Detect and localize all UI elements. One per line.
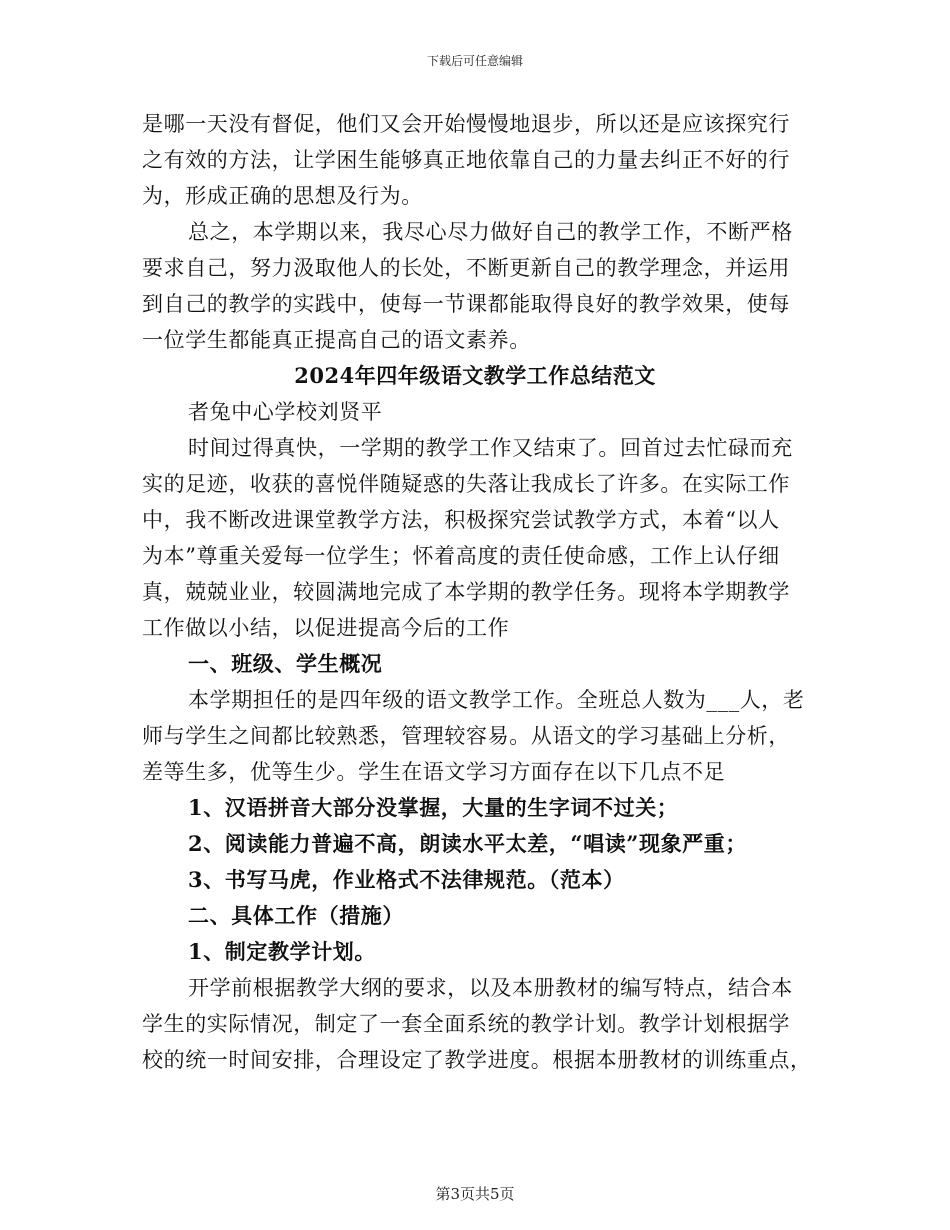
text-line: 时间过得真快，一学期的教学工作又结束了。回首过去忙碌而充 — [188, 436, 793, 460]
text-line: 一位学生都能真正提高自己的语文素养。 — [142, 328, 531, 352]
text-line: 为，形成正确的思想及行为。 — [142, 184, 423, 208]
text-line: 中，我不断改进课堂教学方法，积极探究尝试教学方式，本着“以人 — [142, 508, 780, 532]
text-line: 学生的实际情况，制定了一套全面系统的教学计划。教学计划根据学 — [142, 1012, 790, 1036]
document-body — [142, 106, 812, 1078]
paragraph-intro — [142, 430, 808, 646]
subsection-heading-teaching-plan: 1、制定教学计划。 — [188, 939, 377, 964]
paragraph-teaching-plan — [142, 970, 812, 1078]
document-title: 2024年四年级语文教学工作总结范文 — [294, 363, 656, 388]
section-heading-measures: 二、具体工作（措施） — [188, 903, 404, 928]
text-line: 实的足迹，收获的喜悦伴随疑惑的失落让我成长了许多。在实际工作 — [142, 472, 790, 496]
page-header-note: 下载后可任意编辑 — [426, 54, 523, 68]
text-line: 开学前根据教学大纲的要求，以及本册教材的编写特点，结合本 — [188, 976, 793, 1000]
section-heading-class-overview: 一、班级、学生概况 — [188, 651, 383, 676]
text-line: 为本”尊重关爱每一位学生；怀着高度的责任使命感，工作上认仔细 — [142, 544, 780, 568]
text-line: 之有效的方法，让学困生能够真正地依靠自己的力量去纠正不好的行 — [142, 148, 790, 172]
paragraph-continuation — [142, 106, 808, 214]
author-line: 者兔中心学校刘贤平 — [188, 400, 383, 424]
list-item: 3、书写马虎，作业格式不法律规范。（范本） — [188, 867, 625, 892]
text-line: 本学期担任的是四年级的语文教学工作。全班总人数为___人，老 — [188, 688, 805, 712]
text-line: 校的统一时间安排，合理设定了教学进度。根据本册教材的训练重点， — [142, 1048, 812, 1072]
page-number: 第3页共5页 — [435, 1185, 515, 1203]
text-line: 师与学生之间都比较熟悉，管理较容易。从语文的学习基础上分析， — [142, 724, 790, 748]
text-line: 差等生多，优等生少。学生在语文学习方面存在以下几点不足 — [142, 760, 726, 784]
list-item: 2、阅读能力普遍不高，朗读水平太差，“唱读”现象严重； — [188, 831, 747, 856]
text-line: 是哪一天没有督促，他们又会开始慢慢地退步，所以还是应该探究行 — [142, 112, 790, 136]
text-line: 到自己的教学的实践中，使每一节课都能取得良好的教学效果，使每 — [142, 292, 790, 316]
text-line: 真，兢兢业业，较圆满地完成了本学期的教学任务。现将本学期教学 — [142, 580, 790, 604]
text-line: 要求自己，努力汲取他人的长处，不断更新自己的教学理念，并运用 — [142, 256, 790, 280]
text-line: 工作做以小结，以促进提高今后的工作 — [142, 616, 510, 640]
list-item: 1、汉语拼音大部分没掌握，大量的生字词不过关； — [188, 795, 679, 820]
paragraph-class-overview — [142, 682, 808, 790]
text-line: 总之，本学期以来，我尽心尽力做好自己的教学工作，不断严格 — [188, 220, 793, 244]
paragraph-summary — [142, 214, 808, 358]
